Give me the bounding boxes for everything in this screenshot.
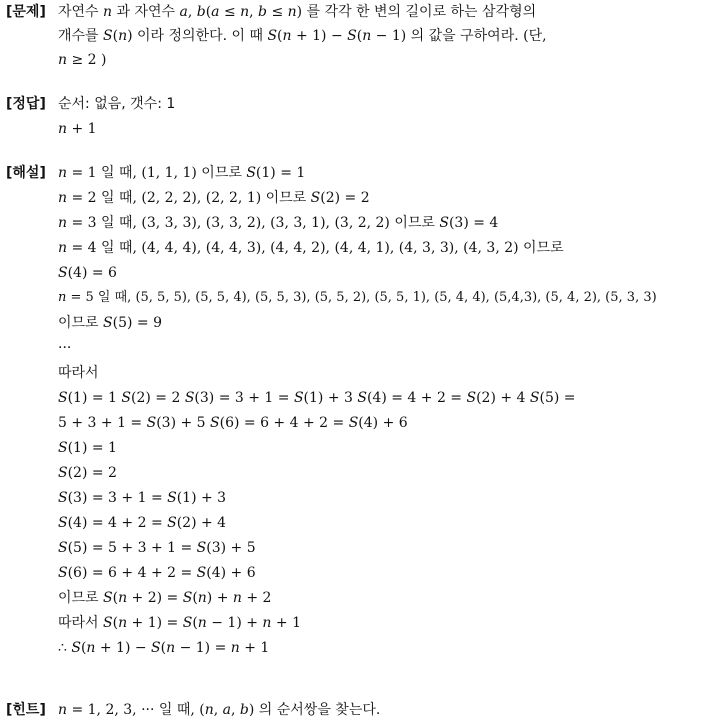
problem-line: 𝑛 ≥ 2 ) <box>58 52 107 68</box>
hint-tag: [힌트] <box>6 702 46 718</box>
solution-line: 𝑆(1) = 1 <box>58 440 117 456</box>
answer-tag: [정답] <box>6 96 46 112</box>
solution-line: 이므로 𝑆(𝑛 + 2) = 𝑆(𝑛) + 𝑛 + 2 <box>58 590 272 606</box>
solution-line: 𝑛 = 1 일 때, (1, 1, 1) 이므로 𝑆(1) = 1 <box>58 165 306 181</box>
answer-order-count: 순서: 없음, 갯수: 1 <box>58 96 176 112</box>
hint-line: 𝑛 = 1, 2, 3, ··· 일 때, (𝑛, 𝑎, 𝑏) 의 순서쌍을 찾는다. <box>58 702 381 718</box>
solution-line: 𝑆(4) = 4 + 2 = 𝑆(2) + 4 <box>58 515 227 531</box>
solution-line: 𝑛 = 3 일 때, (3, 3, 3), (3, 3, 2), (3, 3, 1), (3, 2, 2) 이므로 𝑆(3) = 4 <box>58 215 499 231</box>
solution-conclusion: ∴ 𝑆(𝑛 + 1) − 𝑆(𝑛 − 1) = 𝑛 + 1 <box>58 640 270 656</box>
solution-line: 𝑆(1) = 1 𝑆(2) = 2 𝑆(3) = 3 + 1 = 𝑆(1) + 3 𝑆(4) = 4 + 2 = 𝑆(2) + 4 𝑆(5) = <box>58 390 576 406</box>
solution-line: 𝑆(4) = 6 <box>58 265 117 281</box>
solution-ellipsis: ··· <box>58 340 72 356</box>
problem-line: 자연수 𝑛 과 자연수 𝑎, 𝑏(𝑎 ≤ 𝑛, 𝑏 ≤ 𝑛) 를 각각 한 변의 길이로 하는 삼각형의 <box>58 4 537 20</box>
solution-line: 따라서 𝑆(𝑛 + 1) = 𝑆(𝑛 − 1) + 𝑛 + 1 <box>58 615 301 631</box>
solution-line: 𝑛 = 5 일 때, (5, 5, 5), (5, 5, 4), (5, 5, 3), (5, 5, 2), (5, 5, 1), (5, 4, 4), (5,4,3), (5, 4, 2), (5, 3, 3) <box>58 290 657 305</box>
solution-line: 따라서 <box>58 365 99 381</box>
answer-value: 𝑛 + 1 <box>58 121 97 137</box>
solution-line: 𝑆(6) = 6 + 4 + 2 = 𝑆(4) + 6 <box>58 565 256 581</box>
solution-tag: [해설] <box>6 165 46 181</box>
problem-line: 개수를 𝑆(𝑛) 이라 정의한다. 이 때 𝑆(𝑛 + 1) − 𝑆(𝑛 − 1) 의 값을 구하여라. (단, <box>58 28 547 44</box>
solution-line: 𝑛 = 4 일 때, (4, 4, 4), (4, 4, 3), (4, 4, 2), (4, 4, 1), (4, 3, 3), (4, 3, 2) 이므로 <box>58 240 564 256</box>
solution-line: 𝑛 = 2 일 때, (2, 2, 2), (2, 2, 1) 이므로 𝑆(2) = 2 <box>58 190 370 206</box>
solution-line: 𝑆(3) = 3 + 1 = 𝑆(1) + 3 <box>58 490 227 506</box>
solution-line: 5 + 3 + 1 = 𝑆(3) + 5 𝑆(6) = 6 + 4 + 2 = 𝑆(4) + 6 <box>58 415 408 431</box>
problem-tag: [문제] <box>6 4 46 20</box>
solution-line: 𝑆(5) = 5 + 3 + 1 = 𝑆(3) + 5 <box>58 540 256 556</box>
solution-line: 𝑆(2) = 2 <box>58 465 117 481</box>
solution-line: 이므로 𝑆(5) = 9 <box>58 315 162 331</box>
